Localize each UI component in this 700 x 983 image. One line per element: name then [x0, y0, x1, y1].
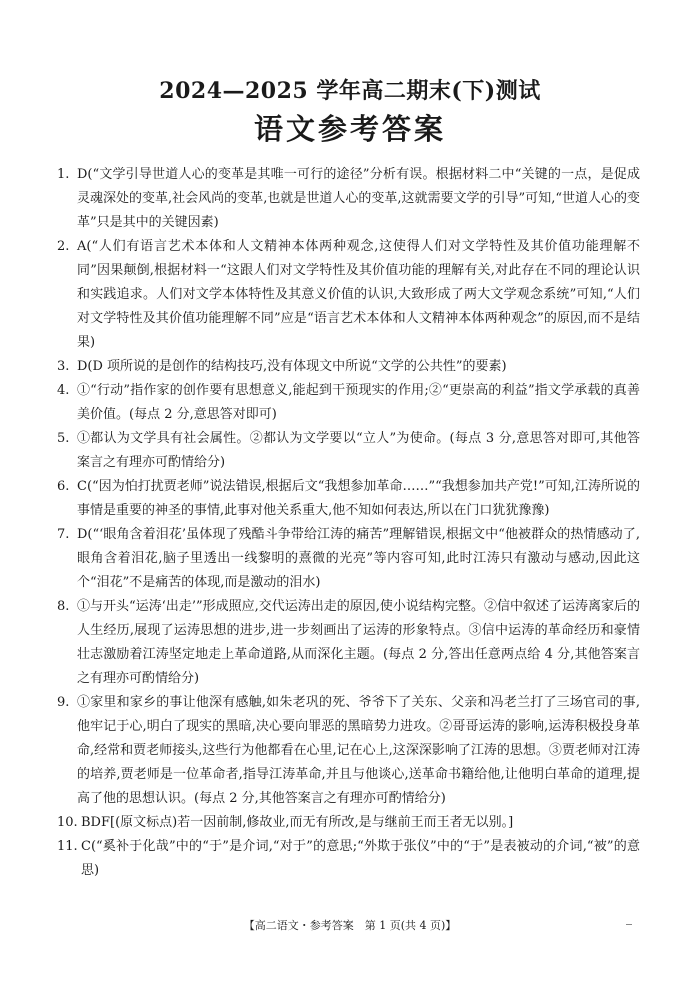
answer-number: 8. [57, 599, 70, 614]
answer-number: 3. [57, 359, 70, 374]
answer-item-1 [57, 163, 640, 235]
answer-item-5 [57, 427, 640, 475]
answer-number: 10. [57, 815, 78, 830]
answer-text: A(“人们有语言艺术本体和人文精神本体两种观念,这使得人们对文学特性及其价值功能理解不同”因果颠倒,根据材料一“这跟人们对文学特性及其价值功能的理解有关,对此存在不同的理论认识和实践追求。人们对文学本体特性及其意义价值的认识,大致形成了两大文学观念系统”可知,“人们对文学特性及其价值功能理解不同”应是“语言艺术本体和人文精神本体两种观念”的原因,而不是结果) [77, 239, 640, 350]
answer-key-title: 语文参考答案 [253, 112, 446, 146]
answer-item-6 [57, 475, 640, 523]
answer-item-2 [57, 235, 640, 355]
answer-text: D(“文学引导世道人心的变革是其唯一可行的途径”分析有误。根据材料二中“关键的一点，是促成灵魂深处的变革,社会风尚的变革,也就是世道人心的变革,这就需要文学的引导”可知,“世道人心的变革”只是其中的关键因素) [77, 167, 640, 230]
answer-item-11 [57, 835, 640, 883]
answer-item-7 [57, 523, 640, 595]
page-footer: 【高二语文・参考答案 第 1 页(共 4 页)】 [243, 919, 457, 932]
answer-item-9 [57, 691, 640, 811]
answer-list [57, 163, 640, 883]
answer-text: C(“奚补于化哉”中的“于”是介词,“对于”的意思;“外欺于张仪”中的“于”是表被动的介词,“被”的意思) [81, 839, 640, 878]
answer-item-3 [57, 355, 640, 379]
answer-text: ①都认为文学具有社会属性。②都认为文学要以“立人”为使命。(每点 3 分,意思答对即可,其他答案言之有理亦可酌情给分) [77, 431, 640, 470]
answer-text: D(“‘眼角含着泪花’虽体现了残酷斗争带给江涛的痛苦”理解错误,根据文中“他被群众的热情感动了,眼角含着泪花,脑子里透出一线黎明的熹微的光亮”等内容可知,此时江涛只有激动与感动,因此这个“泪花”不是痛苦的体现,而是激动的泪水) [77, 527, 640, 590]
answer-text: C(“因为怕打扰贾老师”说法错误,根据后文“我想参加革命……”“我想参加共产党!”可知,江涛所说的事情是重要的神圣的事情,此事对他关系重大,他不知如何表达,所以在门口犹犹豫豫) [77, 479, 640, 518]
answer-text: ①家里和家乡的事让他深有感触,如朱老巩的死、爷爷下了关东、父亲和冯老兰打了三场官司的事,他牢记于心,明白了现实的黑暗,决心要向罪恶的黑暗势力进攻。②哥哥运涛的影响,运涛积极投身革命,经常和贾老师接头,这些行为他都看在心里,记在心上,这深深影响了江涛的思想。③贾老师对江涛的培养,贾老师是一位革命者,指导江涛革命,并且与他谈心,送革命书籍给他,让他明白革命的道理,提高了他的思想认识。(每点 2 分,其他答案言之有理亦可酌情给分) [77, 695, 640, 806]
answer-number: 5. [57, 431, 70, 446]
answer-text: D(D 项所说的是创作的结构技巧,没有体现文中所说“文学的公共性”的要素) [77, 359, 507, 374]
answer-number: 9. [57, 695, 70, 710]
answer-item-8 [57, 595, 640, 691]
answer-item-10 [57, 811, 640, 835]
answer-text: ①与开头“运涛‘出走’”形成照应,交代运涛出走的原因,使小说结构完整。②信中叙述了运涛离家后的人生经历,展现了运涛思想的进步,进一步刻画出了运涛的形象特点。③信中运涛的革命经历和豪情壮志激励着江涛坚定地走上革命道路,从而深化主题。(每点 2 分,答出任意两点给 4 分,其他答案言之有理亦可酌情给分) [77, 599, 640, 686]
answer-text: BDF[(原文标点)若一因前制,修故业,而无有所改,是与继前王而王者无以别。] [81, 815, 514, 830]
exam-title: 2024—2025 学年高二期末(下)测试 [159, 78, 541, 104]
answer-number: 1. [57, 167, 70, 182]
answer-number: 6. [57, 479, 70, 494]
answer-number: 11. [57, 839, 78, 854]
answer-item-4 [57, 379, 640, 427]
answer-number: 7. [57, 527, 70, 542]
answer-number: 4. [57, 383, 70, 398]
answer-number: 2. [57, 239, 70, 254]
answer-text: ①“行动”指作家的创作要有思想意义,能起到干预现实的作用;②“更崇高的利益”指文学承载的真善美价值。(每点 2 分,意思答对即可) [77, 383, 640, 422]
corner-mark [626, 924, 632, 925]
